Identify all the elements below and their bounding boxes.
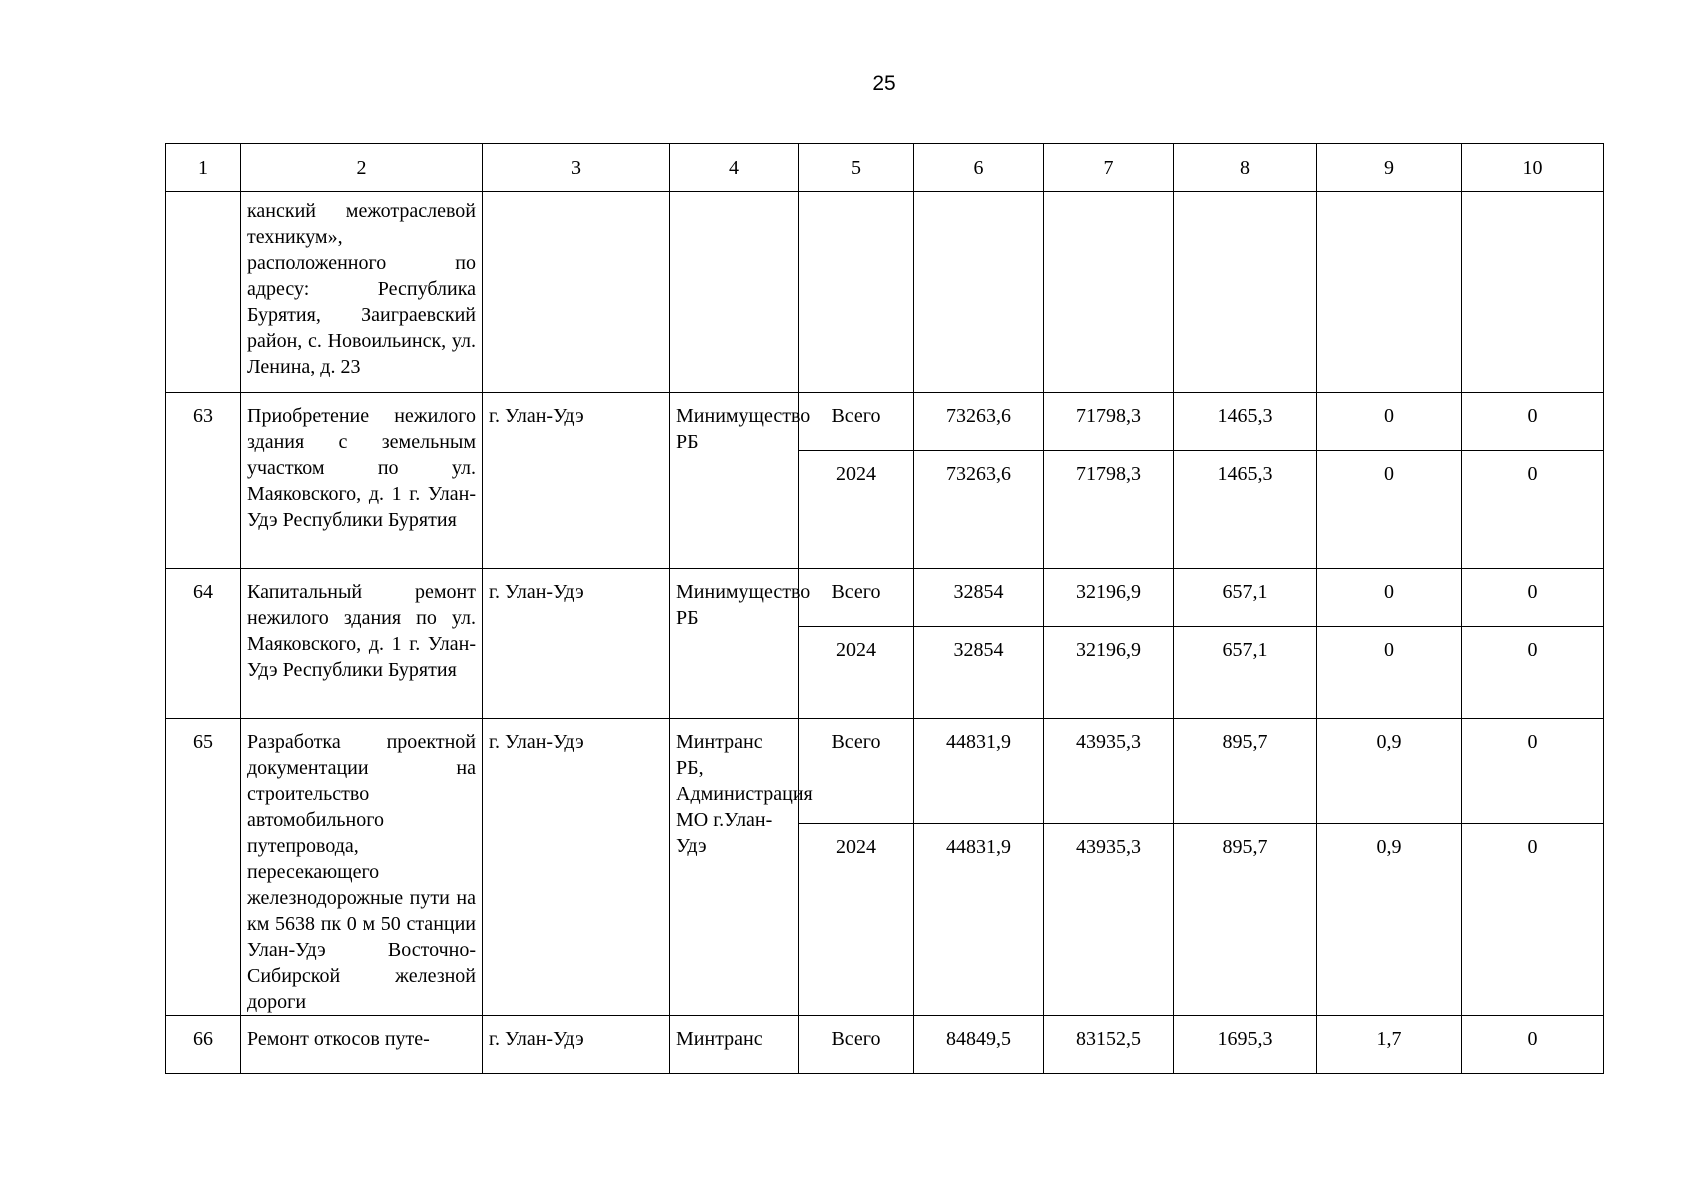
table-row [166,719,1604,824]
row-value-cell: 0 [1317,569,1462,627]
row-value-cell: 1465,3 [1174,393,1317,451]
row-value-cell: 84849,5 [914,1016,1044,1074]
row-agency-cell [670,192,799,393]
row-value-cell: 32854 [914,569,1044,627]
row-value-cell: 44831,9 [914,719,1044,824]
row-value-cell: 0 [1462,393,1604,451]
row-value-cell: 0 [1462,451,1604,569]
row-agency-cell: Минтранс РБ, Администрация МО г.Улан-Удэ [670,719,799,1016]
row-value-cell: 43935,3 [1044,823,1174,1015]
row-value-cell [1317,192,1462,393]
column-header: 1 [166,144,241,192]
row-period-cell: Всего [799,1016,914,1074]
row-value-cell: 0 [1462,1016,1604,1074]
row-name-cell: Ремонт откосов путе- [241,1016,483,1074]
row-value-cell: 657,1 [1174,627,1317,719]
row-location-cell: г. Улан-Удэ [483,393,670,569]
row-number-cell: 63 [166,393,241,569]
row-name-cell: канский межотраслевой техникум», расположенного по адресу: Республика Бурятия, Заиграевский район, с. Новоильинск, ул. Ленина, д. 23 [241,192,483,393]
column-header: 8 [1174,144,1317,192]
column-header: 4 [670,144,799,192]
row-value-cell: 73263,6 [914,393,1044,451]
column-header: 6 [914,144,1044,192]
row-period-cell [799,192,914,393]
row-number-cell: 64 [166,569,241,719]
row-value-cell: 0 [1317,627,1462,719]
table-row [166,569,1604,627]
row-value-cell: 32196,9 [1044,569,1174,627]
row-period-cell: Всего [799,569,914,627]
row-value-cell: 1465,3 [1174,451,1317,569]
row-location-cell: г. Улан-Удэ [483,1016,670,1074]
row-period-cell: 2024 [799,627,914,719]
row-value-cell: 71798,3 [1044,451,1174,569]
row-value-cell: 0 [1462,823,1604,1015]
row-value-cell [1174,192,1317,393]
row-value-cell [1044,192,1174,393]
row-value-cell: 1,7 [1317,1016,1462,1074]
row-value-cell [1462,192,1604,393]
row-location-cell [483,192,670,393]
row-value-cell: 0,9 [1317,719,1462,824]
row-number-cell [166,192,241,393]
row-number-cell: 65 [166,719,241,1016]
row-value-cell: 0 [1462,627,1604,719]
row-name-cell: Приобретение нежилого здания с земельным участком по ул. Маяковского, д. 1 г. Улан-Удэ Республики Бурятия [241,393,483,569]
row-value-cell [914,192,1044,393]
row-number-cell: 66 [166,1016,241,1074]
row-value-cell: 0 [1462,569,1604,627]
row-period-cell: 2024 [799,823,914,1015]
column-header: 2 [241,144,483,192]
row-agency-cell: Минтранс [670,1016,799,1074]
row-value-cell: 895,7 [1174,823,1317,1015]
column-header: 3 [483,144,670,192]
row-value-cell: 43935,3 [1044,719,1174,824]
row-agency-cell: Минимущество РБ [670,569,799,719]
row-value-cell: 0 [1317,393,1462,451]
row-name-cell: Капитальный ремонт нежилого здания по ул. Маяковского, д. 1 г. Улан-Удэ Республики Бурятия [241,569,483,719]
column-header: 7 [1044,144,1174,192]
budget-table [165,143,1604,1074]
row-name-cell: Разработка проектной документации на строительство автомобильного путепровода, пересекающего железнодорожные пути на км 5638 пк 0 м 50 станции Улан-Удэ Восточно-Сибирской железной дороги [241,719,483,1016]
row-value-cell: 0 [1462,719,1604,824]
page-number: 25 [872,72,896,95]
row-value-cell: 895,7 [1174,719,1317,824]
table-header-row [166,144,1604,192]
row-period-cell: 2024 [799,451,914,569]
table-row [166,1016,1604,1074]
table-row [166,393,1604,451]
row-value-cell: 44831,9 [914,823,1044,1015]
row-value-cell: 0,9 [1317,823,1462,1015]
column-header: 5 [799,144,914,192]
row-agency-cell: Минимущество РБ [670,393,799,569]
row-value-cell: 32196,9 [1044,627,1174,719]
row-value-cell: 83152,5 [1044,1016,1174,1074]
row-value-cell: 71798,3 [1044,393,1174,451]
column-header: 9 [1317,144,1462,192]
row-value-cell: 1695,3 [1174,1016,1317,1074]
row-location-cell: г. Улан-Удэ [483,719,670,1016]
table-row-continuation [166,192,1604,393]
row-value-cell: 0 [1317,451,1462,569]
row-value-cell: 32854 [914,627,1044,719]
row-location-cell: г. Улан-Удэ [483,569,670,719]
row-period-cell: Всего [799,719,914,824]
column-header: 10 [1462,144,1604,192]
row-value-cell: 73263,6 [914,451,1044,569]
row-period-cell: Всего [799,393,914,451]
row-value-cell: 657,1 [1174,569,1317,627]
